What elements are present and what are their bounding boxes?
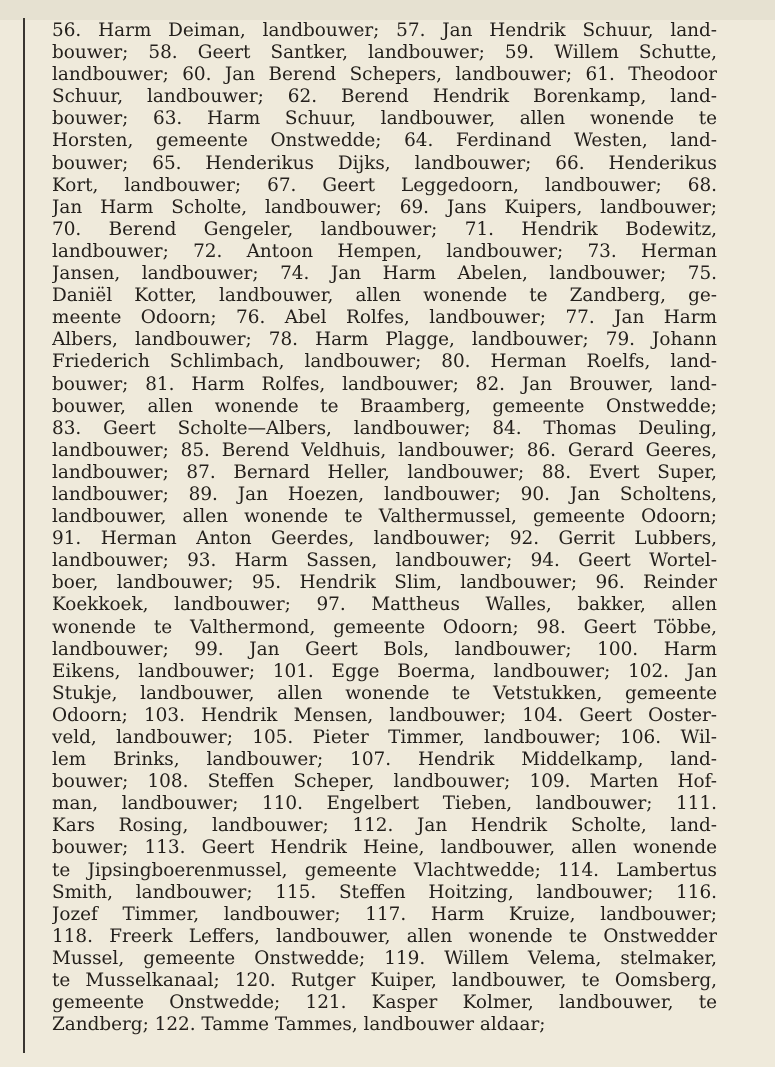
text-line: landbouwer; 89. Jan Hoezen, landbouwer; 90. Jan Scholtens, bbox=[52, 483, 717, 505]
text-line: Jansen, landbouwer; 74. Jan Harm Abelen, landbouwer; 75. bbox=[52, 263, 717, 285]
text-line: landbouwer; 99. Jan Geert Bols, landbouwer; 100. Harm bbox=[52, 638, 717, 660]
text-line: Kars Rosing, landbouwer; 112. Jan Hendrik Scholte, land- bbox=[52, 815, 717, 837]
text-line: meente Odoorn; 76. Abel Rolfes, landbouwer; 77. Jan Harm bbox=[52, 307, 717, 329]
text-line: Zandberg; 122. Tamme Tammes, landbouwer aldaar; bbox=[52, 1014, 546, 1036]
text-line: Eikens, landbouwer; 101. Egge Boerma, landbouwer; 102. Jan bbox=[52, 660, 717, 682]
text-line: Odoorn; 103. Hendrik Mensen, landbouwer; 104. Geert Ooster- bbox=[52, 704, 717, 726]
text-line: Albers, landbouwer; 78. Harm Plagge, landbouwer; 79. Johann bbox=[52, 329, 717, 351]
text-line: bouwer; 63. Harm Schuur, landbouwer, allen wonende te bbox=[52, 108, 717, 130]
text-line: te Musselkanaal; 120. Rutger Kuiper, landbouwer, te Oomsberg, bbox=[52, 970, 717, 992]
text-line: 118. Freerk Leffers, landbouwer, allen wonende te Onstwedder bbox=[52, 925, 717, 947]
text-line: Daniël Kotter, landbouwer, allen wonende te Zandberg, ge- bbox=[52, 285, 717, 307]
text-line: veld, landbouwer; 105. Pieter Timmer, landbouwer; 106. Wil- bbox=[52, 727, 717, 748]
document-body bbox=[52, 20, 717, 1036]
text-line: te Jipsingboerenmussel, gemeente Vlachtwedde; 114. Lambertus bbox=[52, 859, 717, 881]
text-line: bouwer; 108. Steffen Scheper, landbouwer; 109. Marten Hof- bbox=[52, 771, 717, 793]
text-line: bouwer; 58. Geert Santker, landbouwer; 59. Willem Schutte, bbox=[52, 42, 717, 64]
text-line: Horsten, gemeente Onstwedde; 64. Ferdinand Westen, land- bbox=[52, 130, 717, 152]
column-rule bbox=[23, 18, 25, 1053]
text-line: 70. Berend Gengeler, landbouwer; 71. Hendrik Bodewitz, bbox=[52, 218, 717, 240]
text-line: bouwer; 113. Geert Hendrik Heine, landbouwer, allen wonende bbox=[52, 837, 717, 859]
text-line: Smith, landbouwer; 115. Steffen Hoitzing, landbouwer; 116. bbox=[52, 881, 717, 903]
text-line: Kort, landbouwer; 67. Geert Leggedoorn, landbouwer; 68. bbox=[52, 174, 717, 196]
text-line: Jan Harm Scholte, landbouwer; 69. Jans Kuipers, landbouwer; bbox=[52, 196, 717, 218]
text-line: gemeente Onstwedde; 121. Kasper Kolmer, landbouwer, te bbox=[52, 992, 717, 1014]
text-line: Friederich Schlimbach, landbouwer; 80. Herman Roelfs, land- bbox=[52, 351, 717, 373]
text-line: Koekkoek, landbouwer; 97. Mattheus Walles, bakker, allen bbox=[52, 594, 717, 616]
scan-top-margin bbox=[0, 0, 775, 20]
text-line: man, landbouwer; 110. Engelbert Tieben, landbouwer; 111. bbox=[52, 793, 717, 815]
text-line: Mussel, gemeente Onstwedde; 119. Willem Velema, stelmaker, bbox=[52, 947, 717, 969]
text-line: bouwer, allen wonende te Braamberg, gemeente Onstwedde; bbox=[52, 395, 717, 417]
text-line: boer, landbouwer; 95. Hendrik Slim, landbouwer; 96. Reinder bbox=[52, 572, 717, 594]
text-line: landbouwer; 87. Bernard Heller, landbouwer; 88. Evert Super, bbox=[52, 461, 717, 483]
text-line: bouwer; 65. Henderikus Dijks, landbouwer; 66. Henderikus bbox=[52, 152, 717, 174]
text-line: landbouwer, allen wonende te Valthermussel, gemeente Odoorn; bbox=[52, 506, 717, 528]
text-line: Schuur, landbouwer; 62. Berend Hendrik Borenkamp, land- bbox=[52, 86, 717, 108]
text-line: 91. Herman Anton Geerdes, landbouwer; 92. Gerrit Lubbers, bbox=[52, 528, 717, 550]
text-line: landbouwer; 72. Antoon Hempen, landbouwer; 73. Herman bbox=[52, 240, 717, 262]
text-line: wonende te Valthermond, gemeente Odoorn; 98. Geert Többe, bbox=[52, 616, 717, 638]
text-line: lem Brinks, landbouwer; 107. Hendrik Middelkamp, land- bbox=[52, 749, 717, 771]
text-line: bouwer; 81. Harm Rolfes, landbouwer; 82. Jan Brouwer, land- bbox=[52, 373, 717, 395]
text-line: Stukje, landbouwer, allen wonende te Vetstukken, gemeente bbox=[52, 682, 717, 704]
text-line: 56. Harm Deiman, landbouwer; 57. Jan Hendrik Schuur, land- bbox=[52, 20, 717, 41]
text-line: landbouwer; 85. Berend Veldhuis, landbouwer; 86. Gerard Geeres, bbox=[52, 439, 717, 461]
text-line: Jozef Timmer, landbouwer; 117. Harm Kruize, landbouwer; bbox=[52, 903, 717, 925]
text-line: landbouwer; 60. Jan Berend Schepers, landbouwer; 61. Theodoor bbox=[52, 64, 717, 86]
text-line: landbouwer; 93. Harm Sassen, landbouwer; 94. Geert Wortel- bbox=[52, 550, 717, 572]
text-line: 83. Geert Scholte—Albers, landbouwer; 84. Thomas Deuling, bbox=[52, 417, 717, 439]
